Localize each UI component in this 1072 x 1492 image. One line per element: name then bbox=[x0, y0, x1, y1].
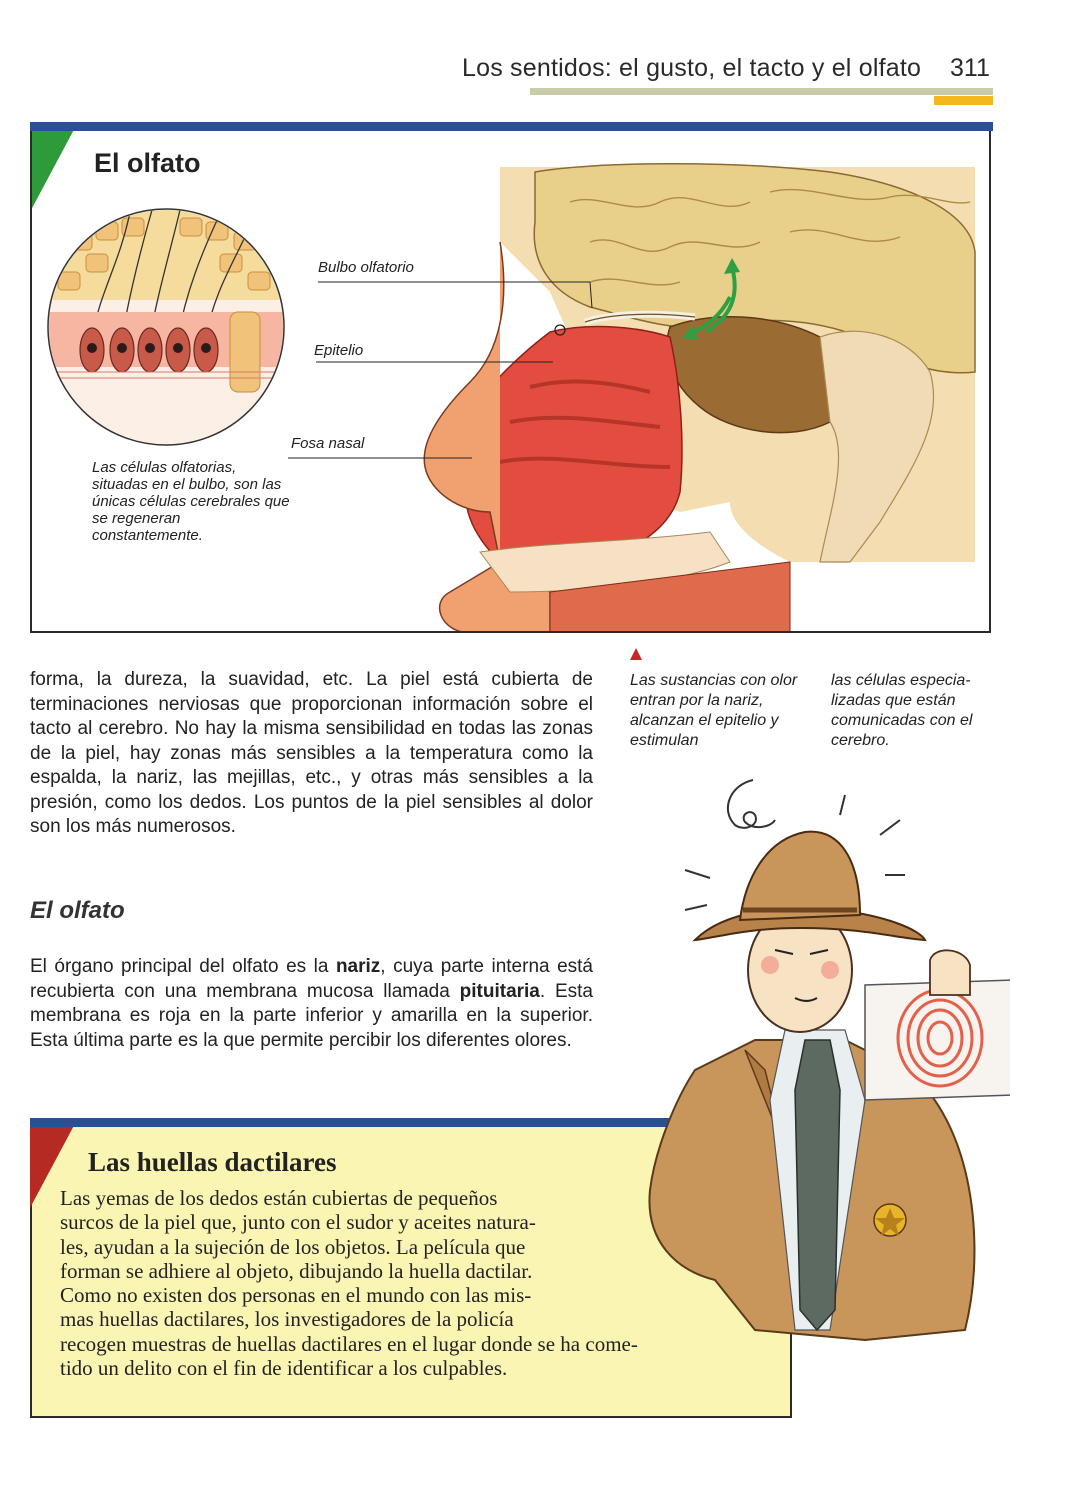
huellas-line: surcos de la piel que, junto con el sudor y aceites natura- bbox=[60, 1210, 536, 1235]
huellas-line: les, ayudan a la sujeción de los objetos. La película que bbox=[60, 1234, 526, 1259]
olfato-box-topbar bbox=[30, 122, 993, 131]
huellas-line: mas huellas dactilares, los investigadores de la policía bbox=[60, 1307, 514, 1332]
term-pituitaria: pituitaria bbox=[459, 980, 540, 1002]
p2-text-3: . Esta membrana es roja en la parte inferior y amarilla en la superior. Esta última parte es la que permite percibir los diferentes olores. bbox=[30, 980, 593, 1051]
olfato-box-title: El olfato bbox=[94, 148, 201, 178]
p2-text-2: , cuya parte interna está recubierta con una membrana mucosa llamada bbox=[30, 956, 593, 1002]
huellas-line: Como no existen dos personas en el mundo con las mis- bbox=[60, 1283, 532, 1308]
paragraph-tacto: forma, la dureza, la suavidad, etc. La piel está cubierta de terminaciones nerviosas que proporcionan información sobre el tacto al cerebro. No hay la misma sensibilidad en todas las zonas de la piel, hay zonas más sensibles a la temperatura como la espalda, la nariz, las mejillas, etc., y otras más sensibles a la presión, como los dedos. Los puntos de la piel sensibles al dolor son los más numerosos. bbox=[30, 669, 593, 837]
side-caption-2: las células especia-lizadas que están comunicadas con el cerebro. bbox=[831, 672, 973, 749]
huellas-box-title: Las huellas dactilares bbox=[88, 1147, 337, 1177]
olfato-illustration bbox=[30, 122, 991, 633]
label-bulbo-olfatorio: Bulbo olfatorio bbox=[318, 259, 414, 276]
side-caption-1: Las sustancias con olor entran por la nariz, alcanzan el epitelio y estimulan bbox=[630, 672, 798, 749]
header-rule bbox=[530, 88, 993, 95]
huellas-box-topbar bbox=[30, 1118, 710, 1127]
red-triangle-icon bbox=[630, 648, 642, 660]
p2-text-1: El órgano principal del olfato es la bbox=[30, 956, 336, 977]
olfato-figure-box bbox=[30, 122, 991, 633]
huellas-line: forman se adhiere al objeto, dibujando la huella dactilar. bbox=[60, 1258, 533, 1283]
header-accent bbox=[934, 96, 993, 105]
huellas-line: recogen muestras de huellas dactilares en el lugar donde se ha come- bbox=[60, 1331, 638, 1356]
circle-caption: Las células olfatorias, situadas en el bulbo, son las únicas células cerebrales que se regeneran constantemente. bbox=[92, 459, 290, 544]
huellas-line: tido un delito con el fin de identificar a los culpables. bbox=[60, 1356, 508, 1381]
running-title: Los sentidos: el gusto, el tacto y el olfato bbox=[462, 54, 922, 82]
huellas-line: Las yemas de los dedos están cubiertas de pequeños bbox=[60, 1186, 498, 1210]
label-epitelio: Epitelio bbox=[314, 342, 364, 359]
green-corner-flag bbox=[30, 122, 78, 212]
section-heading-olfato: El olfato bbox=[30, 897, 125, 924]
paragraph-olfato bbox=[30, 955, 593, 1053]
term-nariz: nariz bbox=[335, 956, 381, 977]
page-number: 311 bbox=[950, 54, 990, 82]
olfactory-cells-magnification bbox=[48, 209, 284, 445]
head-cross-section bbox=[288, 164, 975, 633]
detective-illustration bbox=[635, 770, 1010, 1350]
label-fosa-nasal: Fosa nasal bbox=[291, 435, 365, 452]
